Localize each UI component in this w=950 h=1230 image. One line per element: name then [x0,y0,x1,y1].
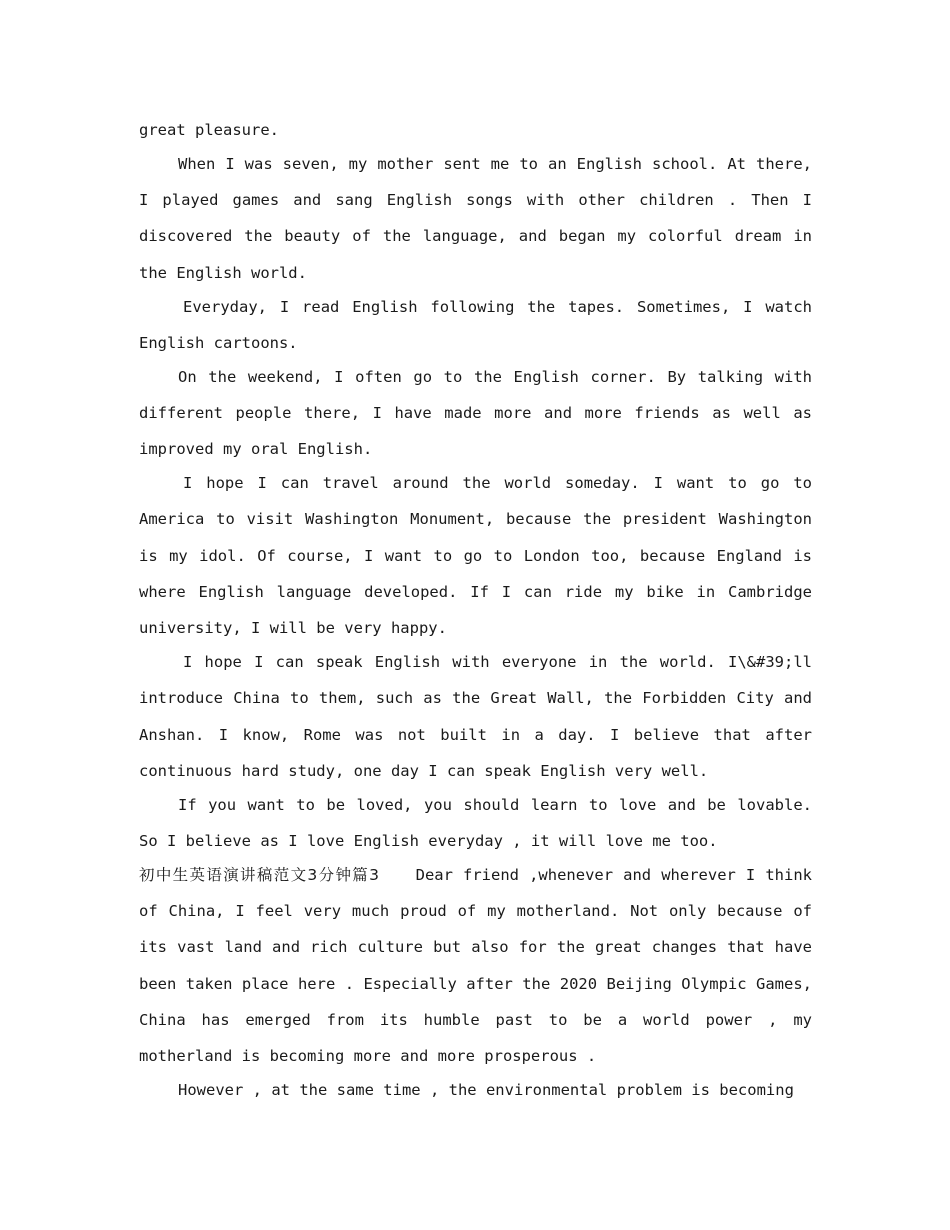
paragraph: When I was seven, my mother sent me to an English school. At there, I played games and sang English songs with other children . Then I discovered the beauty of the language, and began my colorful dream in the English world. [139,155,812,282]
paragraph: If you want to be loved, you should learn to love and be lovable. So I believe as I love English everyday , it will love me too. [139,795,812,850]
document-body [139,112,812,1108]
paragraph: Everyday, I read English following the tapes. Sometimes, I watch English cartoons. [139,297,812,352]
paragraph: I hope I can speak English with everyone in the world. I\&#39;ll introduce China to them, such as the Great Wall, the Forbidden City and Anshan. I know, Rome was not built in a day. I believe that after continuous hard study, one day I can speak English very well. [139,653,812,780]
paragraph: great pleasure. [139,121,279,139]
paragraph-with-heading [139,857,812,1074]
section-heading: 初中生英语演讲稿范文3分钟篇3 [139,865,380,884]
paragraph: I hope I can travel around the world someday. I want to go to America to visit Washington Monument, because the president Washington is my idol. Of course, I want to go to London too, because England is where English language developed. If I can ride my bike in Cambridge university, I will be very happy. [139,474,812,638]
paragraph: However , at the same time , the environmental problem is becoming [178,1080,794,1099]
paragraph-text: Dear friend ,whenever and wherever I think of China, I feel very much proud of my motherland. Not only because of its vast land and rich culture but also for the great changes that have been taken place here . Especially after the 2020 Beijing Olympic Games, China has emerged from its humble past to be a world power , my motherland is becoming more and more prosperous . [139,865,812,1065]
paragraph: On the weekend, I often go to the English corner. By talking with different people there, I have made more and more friends as well as improved my oral English. [139,367,812,459]
